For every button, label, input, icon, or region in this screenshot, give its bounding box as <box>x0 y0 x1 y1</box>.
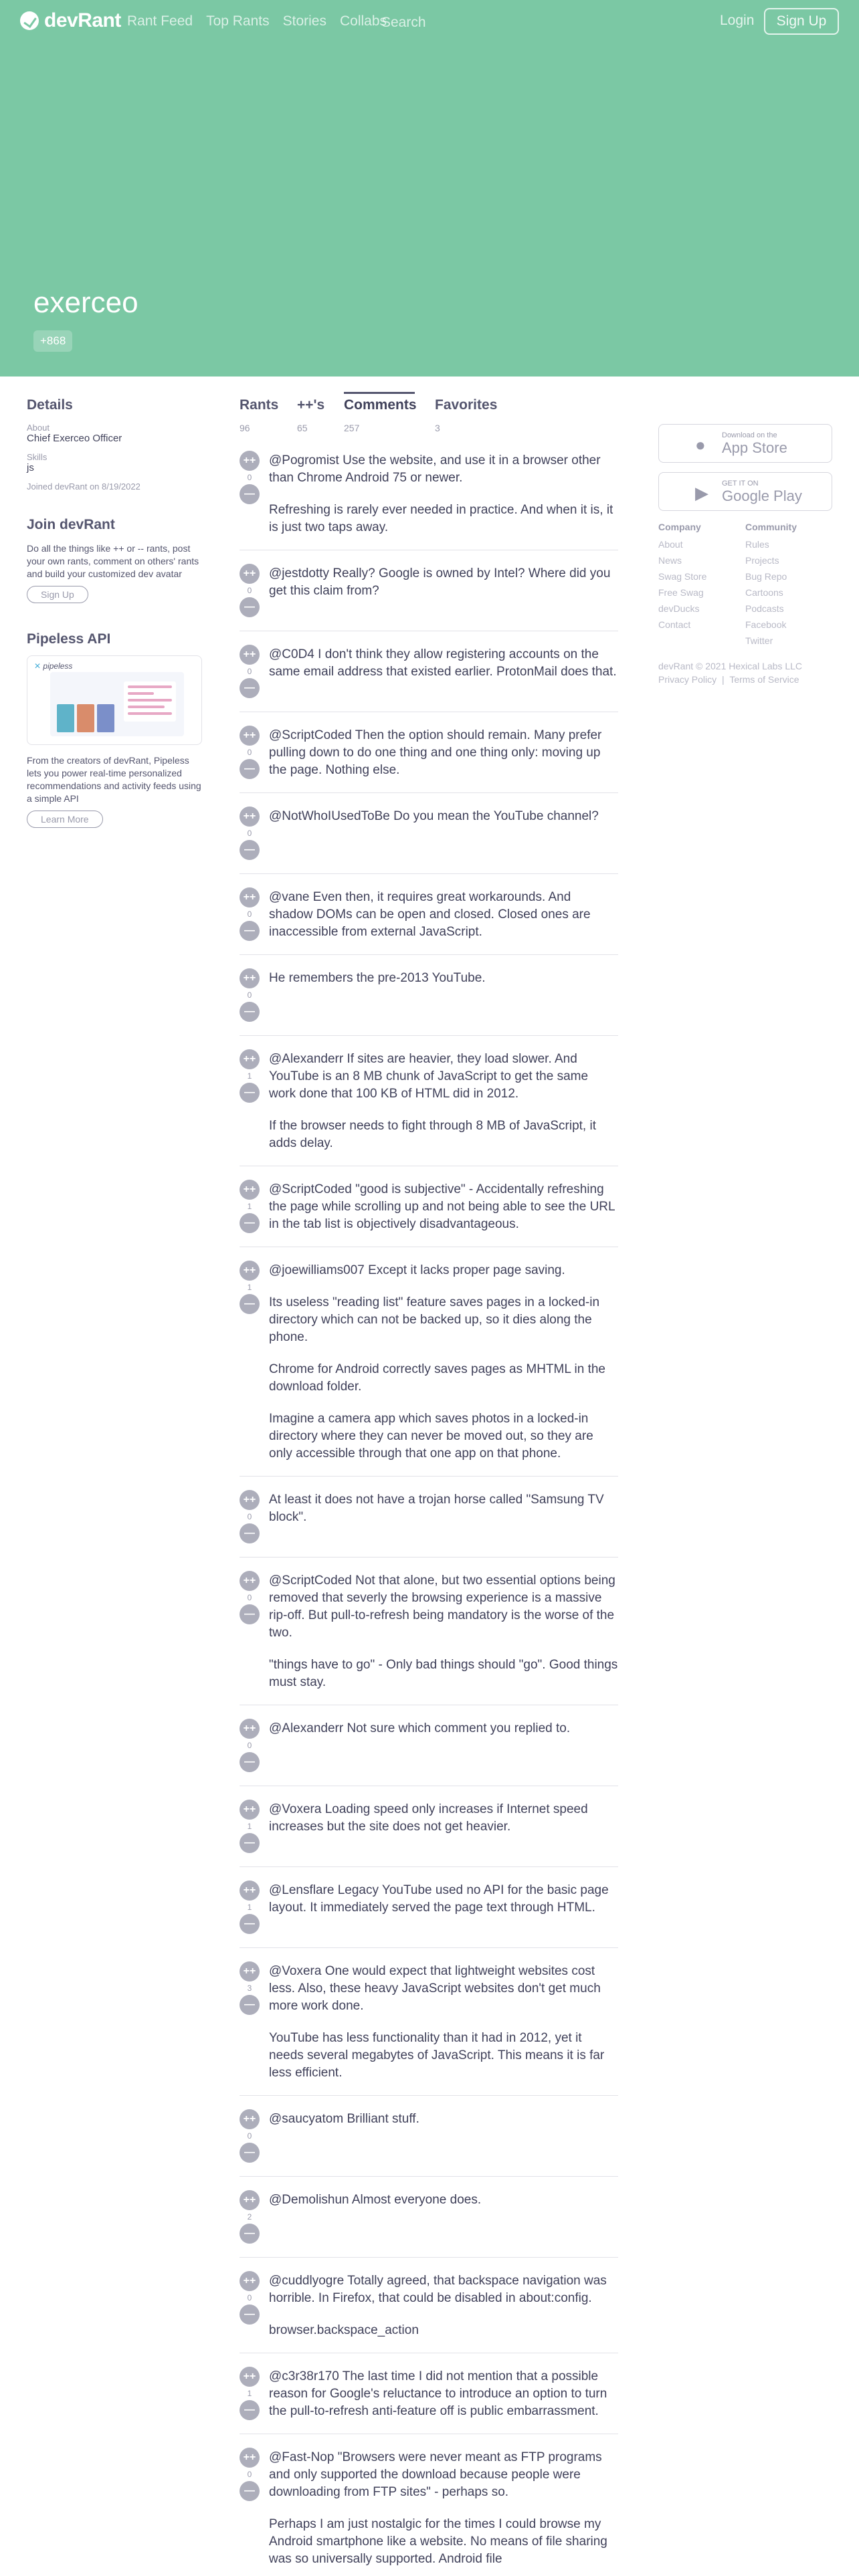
profile-score-badge: +868 <box>33 330 72 352</box>
comment-text: browser.backspace_action <box>269 2323 419 2337</box>
comment-body <box>269 1051 618 1152</box>
comment-body <box>269 2272 618 2339</box>
comment-item <box>240 451 618 550</box>
downvote-icon[interactable]: — <box>240 2143 260 2163</box>
comment-text: Refreshing is rarely ever needed in practice. And when it is, it is just two taps away. <box>269 503 613 534</box>
comment-score: 0 <box>247 990 252 1000</box>
comment-text: @saucyatom Brilliant stuff. <box>269 2112 419 2126</box>
store-small-text: GET IT ON <box>722 479 759 488</box>
comment-body <box>269 727 618 779</box>
footer-link-cartoons[interactable]: Cartoons <box>745 587 783 598</box>
tab-plusplus[interactable] <box>297 397 324 433</box>
footer-link-podcasts[interactable]: Podcasts <box>745 603 784 614</box>
top-navigation <box>0 0 859 44</box>
comment-text: @ScriptCoded Not that alone, but two essential options being removed that severly the browsing experience is a massive rip-off. But pull-to-refresh being mandatory is the worse of the two. <box>269 1574 615 1640</box>
comment-item <box>240 807 618 874</box>
brand-name: devRant <box>44 9 121 31</box>
vote-widget <box>240 1571 260 1624</box>
pipeless-text: From the creators of devRant, Pipeless lets you power real-time personalized recommendations and activity feeds using a simple API <box>27 755 201 804</box>
comment-text: @Alexanderr If sites are heavier, they load slower. And YouTube is an 8 MB chunk of JavaScript to get the same work done that 100 KB of HTML did in 2012. <box>269 1052 589 1101</box>
screenshot-tile <box>77 704 94 732</box>
comment-score: 1 <box>247 2389 252 2398</box>
comment-item <box>240 2271 618 2353</box>
play-icon: ▶ <box>695 483 708 503</box>
upvote-icon[interactable]: ++ <box>240 1490 260 1510</box>
comment-body <box>269 565 618 600</box>
comment-text: @Pogromist Use the website, and use it in a browser other than Chrome Android 75 or newer. <box>269 453 601 485</box>
comment-body <box>269 2191 618 2209</box>
tab-label: Comments <box>344 397 417 413</box>
join-text: Do all the things like ++ or -- rants, post your own rants, comment on others' rants and build your customized dev avatar <box>27 543 199 579</box>
comment-text: Imagine a camera app which saves photos in a locked-in directory where they can never be moved out, so they are only accessible through that one app on that phone. <box>269 1412 593 1461</box>
store-name: App Store <box>722 439 787 456</box>
footer-link-contact[interactable]: Contact <box>658 619 691 630</box>
vote-widget <box>240 1261 260 1314</box>
footer-link-rules[interactable]: Rules <box>745 539 769 550</box>
comment-body <box>269 1491 618 1526</box>
google-play-badge[interactable] <box>658 472 832 511</box>
comment-score: 0 <box>247 586 252 595</box>
footer-community <box>745 522 832 649</box>
nav-link-top-rants[interactable]: Top Rants <box>206 13 270 29</box>
comment-body <box>269 1882 618 1917</box>
comment-body <box>269 1572 618 1691</box>
tab-rants[interactable] <box>240 397 278 433</box>
skills-label: Skills <box>27 452 47 462</box>
comment-list <box>240 451 618 2576</box>
upvote-icon[interactable]: ++ <box>240 1881 260 1901</box>
downvote-icon[interactable]: — <box>240 2400 260 2420</box>
nav-link-collabs[interactable]: Collabs <box>339 13 387 29</box>
comment-text: @Lensflare Legacy YouTube used no API for the basic page layout. It immediately served the page text through HTML. <box>269 1883 609 1915</box>
comment-text: @Voxera One would expect that lightweight websites cost less. Also, these heavy JavaScript websites don't get much more work done. <box>269 1964 601 2013</box>
comment-item <box>240 2367 618 2434</box>
downvote-icon[interactable]: — <box>240 2304 260 2325</box>
footer-link-projects[interactable]: Projects <box>745 555 779 566</box>
upvote-icon[interactable]: ++ <box>240 2109 260 2129</box>
downvote-icon[interactable]: — <box>240 1083 260 1103</box>
downvote-icon[interactable]: — <box>240 1833 260 1853</box>
nav-links <box>127 13 387 29</box>
footer-link-twitter[interactable]: Twitter <box>745 635 773 646</box>
vote-widget <box>240 2367 260 2420</box>
downvote-icon[interactable]: — <box>240 1995 260 2015</box>
comment-item <box>240 2109 618 2177</box>
footer-link-swag-store[interactable]: Swag Store <box>658 571 707 582</box>
profile-username: exerceo <box>33 286 138 319</box>
footer-link-facebook[interactable]: Facebook <box>745 619 787 630</box>
comment-item <box>240 1800 618 1867</box>
comment-body <box>269 970 618 987</box>
comment-body <box>269 1720 618 1737</box>
upvote-icon[interactable]: ++ <box>240 1800 260 1820</box>
tab-favorites[interactable] <box>435 397 497 433</box>
tab-label: ++'s <box>297 397 325 413</box>
comment-item <box>240 1719 618 1786</box>
footer-link-about[interactable]: About <box>658 539 683 550</box>
comment-score: 1 <box>247 1903 252 1912</box>
comment-text: @cuddlyogre Totally agreed, that backspace navigation was horrible. In Firefox, that could be disabled in about:config. <box>269 2274 607 2305</box>
comment-body <box>269 808 618 825</box>
upvote-icon[interactable]: ++ <box>240 1261 260 1281</box>
comment-score: 0 <box>247 909 252 919</box>
comment-score: 1 <box>247 1071 252 1081</box>
app-store-badge[interactable] <box>658 424 832 463</box>
vote-widget <box>240 2448 260 2501</box>
devrant-logo[interactable] <box>20 9 121 32</box>
comment-score: 0 <box>247 829 252 838</box>
comment-item <box>240 726 618 793</box>
pipeless-logo: ✕ pipeless <box>34 661 72 671</box>
vote-widget <box>240 807 260 860</box>
comment-text: @ScriptCoded "good is subjective" - Accidentally refreshing the page while scrolling up and not being able to see the URL in the tab list is objectively disadvantageous. <box>269 1182 615 1231</box>
comment-body <box>269 2111 618 2128</box>
downvote-icon[interactable]: — <box>240 2481 260 2501</box>
nav-link-rant-feed[interactable]: Rant Feed <box>127 13 193 29</box>
comment-score: 0 <box>247 667 252 676</box>
comment-text: @NotWhoIUsedToBe Do you mean the YouTube channel? <box>269 809 599 823</box>
vote-widget <box>240 1049 260 1103</box>
comment-body <box>269 1801 618 1836</box>
comment-text: @Alexanderr Not sure which comment you replied to. <box>269 1721 571 1735</box>
vote-widget <box>240 1961 260 2015</box>
vote-widget <box>240 2109 260 2163</box>
comment-text: @C0D4 I don't think they allow registering accounts on the same email address that existed earlier. ProtonMail does that. <box>269 647 617 679</box>
comment-item <box>240 1881 618 1948</box>
footer-link-free-swag[interactable]: Free Swag <box>658 587 704 598</box>
search-link[interactable]: Search <box>381 15 426 30</box>
comment-text: At least it does not have a trojan horse called "Samsung TV block". <box>269 1493 604 1524</box>
vote-widget <box>240 2190 260 2244</box>
comment-score: 0 <box>247 2293 252 2302</box>
vote-widget <box>240 968 260 1022</box>
comment-body <box>269 1181 618 1233</box>
downvote-icon[interactable]: — <box>240 597 260 617</box>
downvote-icon[interactable]: — <box>240 2224 260 2244</box>
downvote-icon[interactable]: — <box>240 1604 260 1624</box>
vote-widget <box>240 2271 260 2325</box>
upvote-icon[interactable]: ++ <box>240 564 260 584</box>
downvote-icon[interactable]: — <box>240 1002 260 1022</box>
comment-score: 0 <box>247 2470 252 2479</box>
pipeless-card[interactable] <box>27 655 202 745</box>
upvote-icon[interactable]: ++ <box>240 1961 260 1981</box>
comment-item <box>240 1261 618 1477</box>
vote-widget <box>240 451 260 504</box>
vote-widget <box>240 1800 260 1853</box>
profile-header <box>0 0 859 377</box>
vote-widget <box>240 1180 260 1233</box>
profile-sidebar <box>27 397 202 828</box>
comment-body <box>269 1262 618 1463</box>
downvote-icon[interactable]: — <box>240 1914 260 1934</box>
downvote-icon[interactable]: — <box>240 759 260 779</box>
screenshot-tile <box>97 704 114 732</box>
signup-button[interactable]: Sign Up <box>764 8 839 35</box>
tab-label: Rants <box>240 397 279 413</box>
comment-text: Perhaps I am just nostalgic for the times I could browse my Android smartphone like a website. No means of file sharing was so universally supported. Android file <box>269 2517 607 2566</box>
comment-text: @joewilliams007 Except it lacks proper page saving. <box>269 1263 565 1277</box>
downvote-icon[interactable]: — <box>240 678 260 698</box>
comment-score: 3 <box>247 1983 252 1993</box>
login-link[interactable]: Login <box>720 13 755 28</box>
comment-item <box>240 2190 618 2258</box>
copyright: devRant © 2021 Hexical Labs LLC <box>658 661 802 671</box>
upvote-icon[interactable]: ++ <box>240 968 260 988</box>
tab-label: Favorites <box>435 397 498 413</box>
about-value: Chief Exerceo Officer <box>27 433 122 444</box>
right-sidebar <box>658 424 832 685</box>
pipeless-screenshot <box>50 672 184 736</box>
upvote-icon[interactable]: ++ <box>240 807 260 827</box>
vote-widget <box>240 645 260 698</box>
tab-count: 65 <box>297 423 308 433</box>
comment-score: 0 <box>247 2131 252 2141</box>
upvote-icon[interactable]: ++ <box>240 2448 260 2468</box>
comment-item <box>240 1490 618 1558</box>
comment-text: YouTube has less functionality than it had in 2012, yet it needs several megabytes of JavaScript. This means it is far less efficient. <box>269 2031 605 2080</box>
comment-item <box>240 887 618 955</box>
comment-score: 2 <box>247 2212 252 2222</box>
downvote-icon[interactable]: — <box>240 1213 260 1233</box>
upvote-icon[interactable]: ++ <box>240 1049 260 1069</box>
comment-body <box>269 452 618 536</box>
privacy-policy-link[interactable]: Privacy Policy <box>658 674 717 685</box>
apple-icon: ● <box>695 435 706 455</box>
join-heading: Join devRant <box>27 517 115 532</box>
comment-item <box>240 564 618 631</box>
comment-score: 1 <box>247 1822 252 1831</box>
downvote-icon[interactable]: — <box>240 484 260 504</box>
vote-widget <box>240 1881 260 1934</box>
comment-item <box>240 968 618 1036</box>
comment-item <box>240 1961 618 2096</box>
comment-text: He remembers the pre-2013 YouTube. <box>269 971 486 985</box>
vote-widget <box>240 726 260 779</box>
comment-text: If the browser needs to fight through 8 MB of JavaScript, it adds delay. <box>269 1119 596 1150</box>
upvote-icon[interactable]: ++ <box>240 1719 260 1739</box>
footer-link-bug-repo[interactable]: Bug Repo <box>745 571 787 582</box>
comment-body <box>269 2449 618 2568</box>
upvote-icon[interactable]: ++ <box>240 887 260 907</box>
upvote-icon[interactable]: ++ <box>240 1180 260 1200</box>
comment-text: @jestdotty Really? Google is owned by Intel? Where did you get this claim from? <box>269 566 611 598</box>
footer-links <box>658 522 832 649</box>
upvote-icon[interactable]: ++ <box>240 2367 260 2387</box>
footer-heading: Company <box>658 522 701 532</box>
vote-widget <box>240 887 260 941</box>
comment-item <box>240 1049 618 1166</box>
tab-comments[interactable] <box>344 397 417 433</box>
comment-score: 0 <box>247 1512 252 1521</box>
legal-links <box>658 674 832 685</box>
skills-value: js <box>27 462 34 473</box>
comment-score: 0 <box>247 473 252 482</box>
comment-text: @c3r38r170 The last time I did not mention that a possible reason for Google's reluctance to introduce an option to turn the pull-to-refresh anti-feature off is public embarrassment. <box>269 2369 607 2418</box>
screenshot-tile <box>57 704 74 732</box>
comment-text: @Demolishun Almost everyone does. <box>269 2193 482 2207</box>
comment-score: 1 <box>247 1202 252 1211</box>
comment-score: 0 <box>247 1593 252 1602</box>
upvote-icon[interactable]: ++ <box>240 451 260 471</box>
comment-body <box>269 1963 618 2082</box>
learn-more-button[interactable]: Learn More <box>27 811 103 828</box>
about-label: About <box>27 423 50 433</box>
vote-widget <box>240 1719 260 1772</box>
comment-text: @vane Even then, it requires great workarounds. And shadow DOMs can be open and closed. Closed ones are inaccessible from external JavaScript. <box>269 890 591 939</box>
details-heading: Details <box>27 397 73 413</box>
comment-text: Chrome for Android correctly saves pages as MHTML in the download folder. <box>269 1362 605 1394</box>
upvote-icon[interactable]: ++ <box>240 2190 260 2210</box>
store-small-text: Download on the <box>722 431 777 439</box>
upvote-icon[interactable]: ++ <box>240 726 260 746</box>
comment-body <box>269 646 618 681</box>
tab-count: 257 <box>344 423 360 433</box>
downvote-icon[interactable]: — <box>240 1294 260 1314</box>
footer-heading: Community <box>745 522 797 532</box>
downvote-icon[interactable]: — <box>240 921 260 941</box>
upvote-icon[interactable]: ++ <box>240 2271 260 2291</box>
comment-text: @ScriptCoded Then the option should remain. Many prefer pulling down to do one thing and one thing only: moving up the page. Nothing else. <box>269 728 602 777</box>
upvote-icon[interactable]: ++ <box>240 1571 260 1591</box>
upvote-icon[interactable]: ++ <box>240 645 260 665</box>
joined-date: Joined devRant on 8/19/2022 <box>27 481 140 492</box>
vote-widget <box>240 564 260 617</box>
comment-text: "things have to go" - Only bad things should "go". Good things must stay. <box>269 1658 618 1689</box>
comment-item <box>240 1571 618 1705</box>
comment-item <box>240 1180 618 1247</box>
downvote-icon[interactable]: — <box>240 840 260 860</box>
comment-text: @Voxera Loading speed only increases if Internet speed increases but the site does not get heavier. <box>269 1802 588 1834</box>
legal-separator: | <box>722 674 725 685</box>
comment-body <box>269 889 618 941</box>
vote-widget <box>240 1490 260 1543</box>
screenshot-code <box>124 681 176 722</box>
comment-text: Its useless "reading list" feature saves pages in a locked-in directory which can not be backed up, so it dies along the phone. <box>269 1295 600 1344</box>
pipeless-heading: Pipeless API <box>27 631 111 647</box>
comment-score: 0 <box>247 1741 252 1750</box>
footer-company <box>658 522 745 649</box>
comment-text: @Fast-Nop "Browsers were never meant as FTP programs and only supported the download because people were downloading from FTP sites" - perhaps so. <box>269 2450 602 2499</box>
tab-count: 96 <box>240 423 250 433</box>
terms-link[interactable]: Terms of Service <box>729 674 799 685</box>
join-signup-button[interactable]: Sign Up <box>27 586 88 603</box>
comment-score: 0 <box>247 748 252 757</box>
downvote-icon[interactable]: — <box>240 1752 260 1772</box>
comment-body <box>269 2368 618 2420</box>
tab-count: 3 <box>435 423 440 433</box>
store-name: Google Play <box>722 488 802 504</box>
comment-item <box>240 2448 618 2576</box>
footer-link-devducks[interactable]: devDucks <box>658 603 700 614</box>
nav-link-stories[interactable]: Stories <box>282 13 326 29</box>
comment-item <box>240 645 618 712</box>
downvote-icon[interactable]: — <box>240 1523 260 1543</box>
footer-link-news[interactable]: News <box>658 555 682 566</box>
comment-score: 1 <box>247 1283 252 1292</box>
devrant-check-icon <box>20 11 39 30</box>
